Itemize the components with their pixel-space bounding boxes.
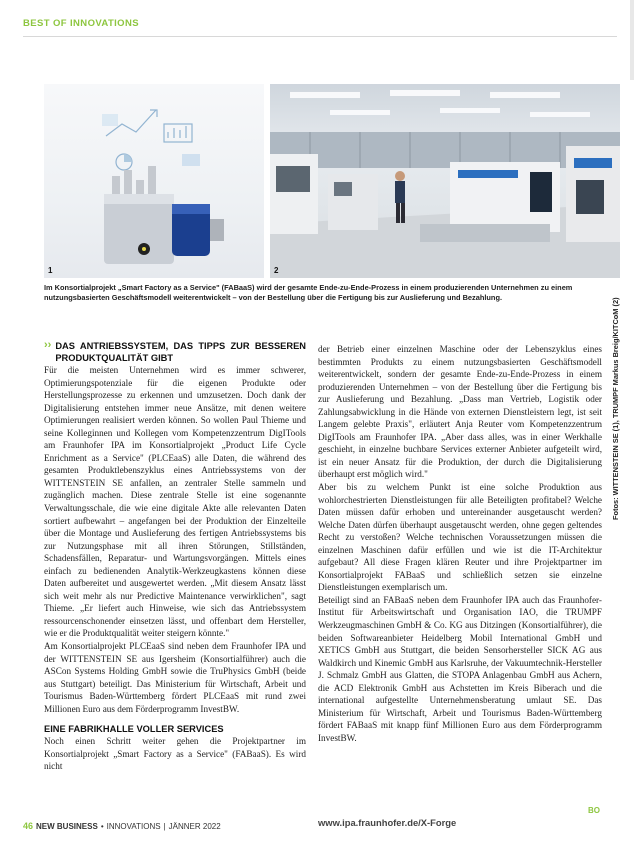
subheading-drive-system	[44, 340, 306, 364]
footer-separator: •	[100, 822, 104, 831]
page-edge-mark	[630, 0, 634, 80]
author-initials: BO	[588, 806, 600, 815]
photo-caption: Im Konsortialprojekt „Smart Factory as a Service" (FABaaS) wird der gesamte Ende-zu-Ende-Prozess in einem produzierenden Unternehmen zu einem nutzungsbasierten Geschäftsmodell weiterentwickelt – von der Bestellung über die Fertigung bis zur Auslieferung und Bezahlung.	[44, 283, 573, 302]
page-number: 46	[23, 821, 34, 831]
footer-divider: |	[163, 822, 166, 831]
article-link[interactable]: www.ipa.fraunhofer.de/X-Forge	[318, 817, 457, 828]
paragraph: der Betrieb einer einzelnen Maschine oder der Lebenszyklus eines bestimmten Produkts zu einem nutzungsbasierten Geschäftsmodell weiterentwickelt, sondern der gesamte Ende-zu-Ende-Prozess in einem produzierenden Unternehmen – von der Bestellung über die Fertigung bis zur Auslieferung und Bezahlung. „Dass man Vertrieb, Logistik oder Zahlungsabwicklung in die Hände von externen Dienstleistern legt, ist seit Langem gelebte Praxis", erläutert Anja Reuter vom Kompetenzzentrum DigITools am Fraunhofer IPA. „Aber dass alles, was in einer Werkhalle geschieht, in einzelne buchbare Services externer Anbieter aufgeteilt wird, ist ein neuer Ansatz für die Produktion, der durch die Digitalisierung überhaupt erst möglich wird."	[318, 344, 602, 480]
paragraph: Noch einen Schritt weiter gehen die Projektpartner im Konsortialprojekt „Smart Factory as a Service" (FABaaS). Es wird nicht	[44, 736, 306, 772]
photo-area	[44, 84, 620, 278]
article-column-right	[318, 343, 602, 745]
subheading-text: DAS ANTRIEBSSYSTEM, DAS TIPPS ZUR BESSEREN PRODUKTQUALITÄT GIBT	[55, 341, 306, 363]
header-divider	[23, 36, 617, 37]
magazine-name: NEW BUSINESS	[36, 822, 98, 831]
paragraph: Am Konsortialprojekt PLCEaaS sind neben dem Fraunhofer IPA und der WITTENSTEIN SE aus Igersheim (Konsortialführer) auch die ASCon Systems Holding GmbH sowie die TruPhysics GmbH (beide aus Stuttgart) beteiligt. Das Ministerium für Wirtschaft, Arbeit und Tourismus Baden-Württemberg fördert PLCEaaS mit rund zwei Millionen Euro aus dem Förderprogramm InvestBW.	[44, 641, 306, 714]
factory-hall-illustration	[270, 84, 620, 278]
issue-date: JÄNNER 2022	[168, 822, 221, 831]
paragraph: Aber bis zu welchem Punkt ist eine solche Produktion aus wohlorchestrierten Dienstleistungen für alle Beteiligten profitabel? Welche Daten müssen dafür erhoben und untereinander ausgetauscht werden? Welche Daten dürfen überhaupt ausgetauscht werden, ohne gegen geltendes Recht zu verstoßen? Welche technischen Voraussetzungen müssen die einzelnen Maschinen dafür erfüllen und wie ist die IT-Architektur aufgebaut? All diese Fragen klären Reuter und ihre Projektpartner im Konsortialprojekt FABaaS und schließlich setzen sie einzelne Dienstleistungen exemplarisch um.	[318, 482, 602, 593]
page-footer	[23, 821, 221, 831]
article-column-left	[44, 340, 306, 773]
photo-drive-system	[44, 84, 264, 278]
footer-section: INNOVATIONS	[106, 822, 161, 831]
photo-number-2: 2	[274, 266, 279, 275]
photo-factory-hall	[270, 84, 620, 278]
photo-credit: Fotos: WITTENSTEIN SE (1), TRUMPF Markus Breig/KITCoM (2)	[611, 297, 620, 520]
drive-system-illustration	[44, 84, 264, 278]
photo-number-1: 1	[48, 266, 53, 275]
paragraph: Beteiligt sind an FABaaS neben dem Fraunhofer IPA auch das Fraunhofer-Institut für Arbeitswirtschaft und Organisation IAO, die TRUMPF Werkzeugmaschinen GmbH & Co. KG aus Ditzingen (Konsortialführer), die beiden Softwareanbieter Heidelberg Mobil International GmbH und XETICS GmbH aus Stuttgart, die beiden Sensorhersteller SICK AG aus Waldkirch und Kinemic GmbH aus Karlsruhe, der Vakuumtechnik-Hersteller J. Schmalz GmbH aus Glatten, die STOPA Anlagenbau GmbH aus Achern, die ACD Elektronik GmbH aus Achstetten im Kreis Biberach und die international aufgestellte Unternehmensberatung umlaut SE. Das Ministerium für Wirtschaft, Arbeit und Tourismus Baden-Württemberg fördert FABaaS mit knapp fünf Millionen Euro aus dem Förderprogramm InvestBW.	[318, 594, 602, 743]
section-title: BEST OF INNOVATIONS	[23, 18, 139, 29]
paragraph: Für die meisten Unternehmen wird es immer schwerer, Optimierungspotenziale für die eigenen Produkte oder Herstellungsprozesse zu erkennen und umzusetzen. Doch dank der Digitalisierung entstehen immer neue Ansätze, mit denen weitere Optimierungen realisiert werden können. So wollen Paul Thieme und seine Kolleginnen und Kollegen vom Kompetenzzentrum DigITools am Fraunhofer IPA im Konsortialprojekt „Product Life Cycle Enrichment as a Service" (PLCEaaS) alle Daten, die während des gesamten Produktlebenszyklus eines Antriebssystems von der WITTENSTEIN SE anfallen, an zentraler Stelle sammeln und zugänglich machen. Diese zentrale Stelle ist eine sogenannte Verwaltungsschale, die wie eine digitale Akte alle relevanten Daten sortiert aufbewahrt – angefangen bei der Produktion der Einzelteile über die Montage und Auslieferung des fertigen Antriebssystems bis zur Nutzungsphase mit all ihren Störungen, Stillständen, Schadensfällen, Reparatur- und Wartungsvorgängen. Mittels eines einfach zu bedienenden Analytik-Werkzeugkastens können diese Daten aufbereitet und ausgewertet werden. „Mit diesem Ansatz lässt sich weit mehr als nur Predictive Maintenance verwirklichen", sagt Thieme. „Er liefert auch Hinweise, wie sich das Antriebssystem ressourcenschonender einsetzen lässt, und offenbart dem Hersteller, wie er die Produktqualität weiter steigern könnte."	[44, 365, 306, 639]
chevron-right-icon: ››	[44, 339, 52, 351]
subheading-factory-hall: EINE FABRIKHALLE VOLLER SERVICES	[44, 724, 224, 735]
